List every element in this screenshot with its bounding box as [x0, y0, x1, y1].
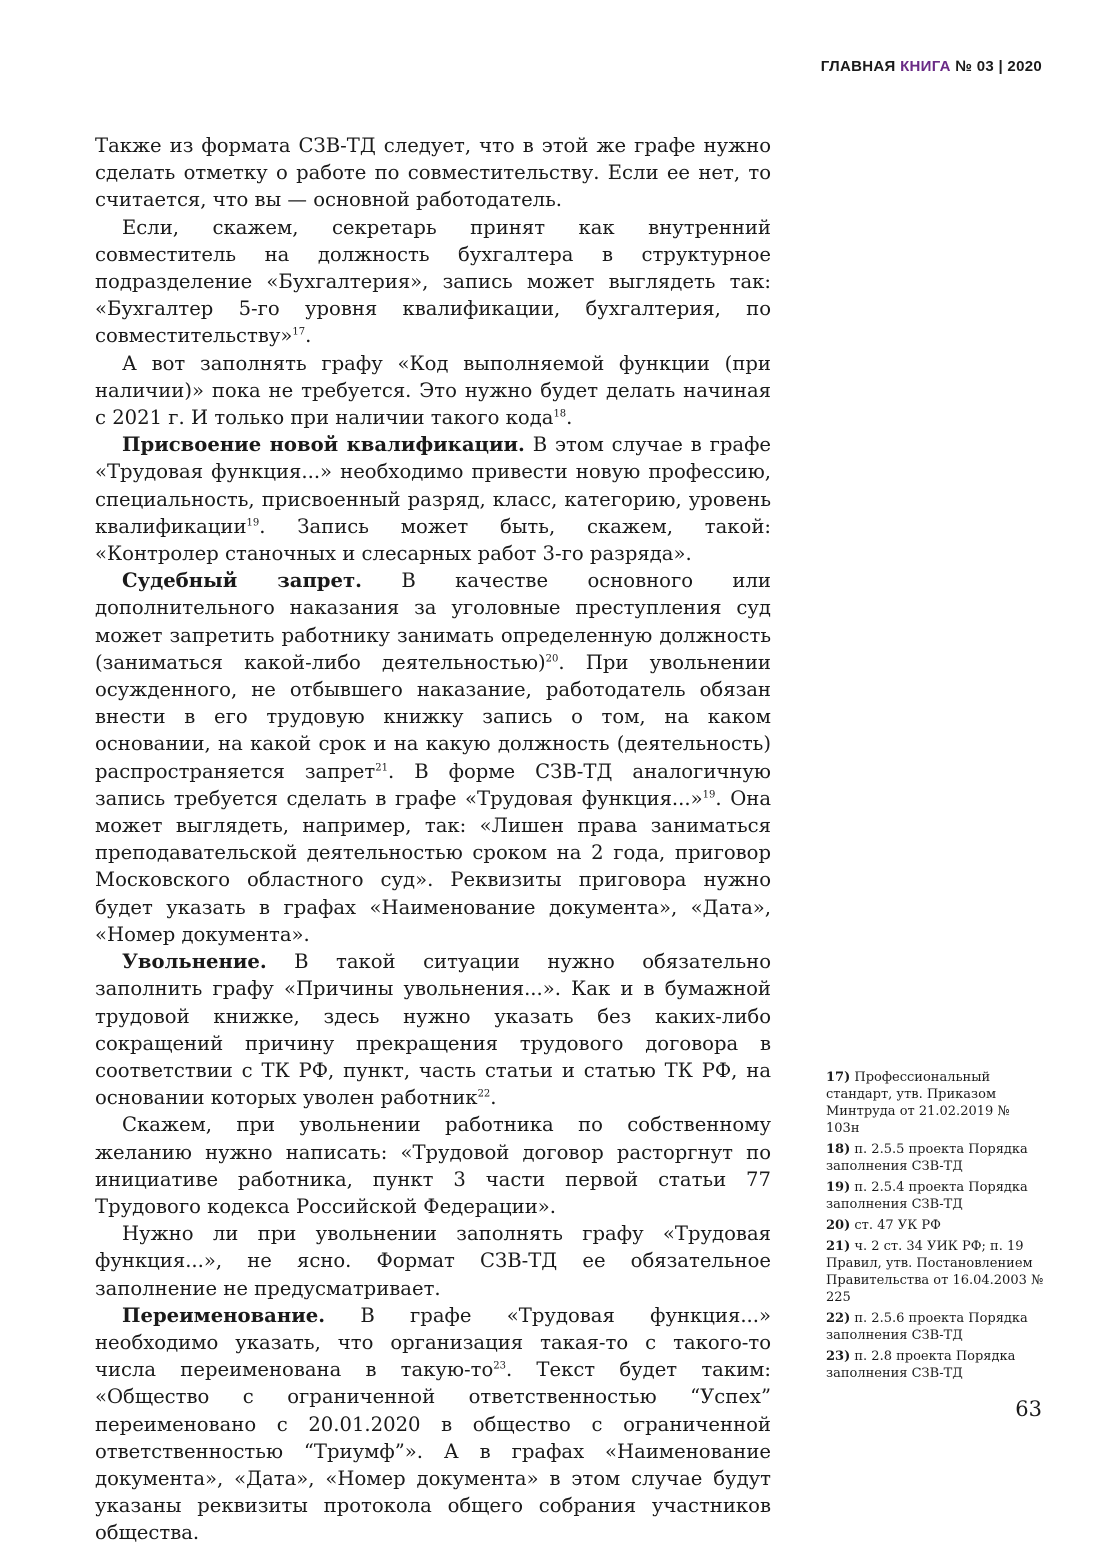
- footnote-ref: 19: [246, 517, 260, 529]
- footnote-ref: 18: [553, 408, 567, 420]
- section-lead: Увольнение.: [122, 950, 267, 974]
- footnote-ref: 23: [493, 1360, 507, 1372]
- issue-number: № 03 | 2020: [955, 58, 1042, 75]
- footnote: 20) ст. 47 УК РФ: [826, 1218, 941, 1233]
- footnote-ref: 20: [545, 653, 559, 665]
- brand-name-accent: КНИГА: [900, 58, 951, 75]
- paragraph: Нужно ли при увольнении заполнять графу «Трудовая функция...», не ясно. Формат СЗВ-ТД ее обязательное заполнение не предусматривает.: [95, 1222, 771, 1300]
- paragraph: Если, скажем, секретарь принят как внутренний совместитель на должность бухгалтера в структурное подразделение «Бухгалтерия», запись может выглядеть так: «Бухгалтер 5-го уровня квалификации, бухгалтерия, по совместительству»$^{17}$.: [95, 215, 771, 348]
- article-body: [95, 132, 771, 1547]
- footnote: 23) п. 2.8 проекта Порядка заполнения СЗВ-ТД: [826, 1349, 1016, 1381]
- paragraph: А вот заполнять графу «Код выполняемой функции (при наличии)» пока не требуется. Это нужно будет делать начиная с 2021 г. И только при наличии такого кода$^{18}$.: [95, 351, 771, 430]
- footnote: 19) п. 2.5.4 проекта Порядка заполнения СЗВ-ТД: [826, 1180, 1028, 1212]
- paragraph: Также из формата СЗВ-ТД следует, что в этой же графе нужно сделать отметку о работе по совместительству. Если ее нет, то считается, что вы — основной работодатель.: [95, 134, 771, 212]
- section-lead: Присвоение новой квалификации.: [122, 433, 525, 457]
- footnote: 17) Профессиональный стандарт, утв. Приказом Минтруда от 21.02.2019 № 103н: [826, 1070, 1010, 1136]
- footnote-ref: 21: [375, 762, 388, 774]
- footnote-ref: 17: [292, 326, 306, 338]
- brand-name: ГЛАВНАЯ: [820, 58, 896, 75]
- footnote-ref: 19: [702, 789, 716, 801]
- paragraph: Переименование. В графе «Трудовая функция...» необходимо указать, что организация такая-то с такого-то числа переименована в такую-$то^{23}$. Текст будет таким: «Общество с ограниченной ответственностью “Успех” переименовано с 20.01.2020 в общество с ограниченной ответственностью “Триумф”». А в графах «Наименование документа», «Дата», «Номер документа» в этом случае будут указаны реквизиты протокола общего собрания участников общества.: [95, 1303, 771, 1545]
- paragraph: Скажем, при увольнении работника по собственному желанию нужно написать: «Трудовой договор расторгнут по инициативе работника, пункт 3 части первой статьи 77 Трудового кодекса Российской Федерации».: [95, 1113, 771, 1218]
- paragraph: Присвоение новой квалификации. В этом случае в графе «Трудовая функция...» необходимо привести новую профессию, специальность, присвоенный разряд, класс, категорию, уровень квалификации$^{19}$. Запись может быть, скажем, такой: «Контролер станочных и слесарных работ 3-го разряда».: [95, 433, 771, 566]
- paragraph: Судебный запрет. В качестве основного или дополнительного наказания за уголовные преступления суд может запретить работнику занимать определенную должность (заниматься какой-либо деятельностью)$^{20}$. При увольнении осужденного, не отбывшего наказание, работодатель обязан внести в его трудовую книжку запись о том, на каком основании, на какой срок и на какую должность (деятельность) распространяется запрет$^{21}$. В форме СЗВ-ТД аналогичную запись требуется сделать в графе «Трудовая функция...»$^{19}$. Она может выглядеть, например, так: «Лишен права заниматься преподавательской деятельностью сроком на 2 года, приговор Московского областного суд». Реквизиты приговора нужно будет указать в графах «Наименование документа», «Дата», «Номер документа».: [95, 569, 772, 946]
- magazine-masthead: [821, 58, 1042, 75]
- section-lead: Судебный запрет.: [122, 569, 362, 593]
- footnotes-column: [826, 1069, 1046, 1386]
- section-lead: Переименование.: [122, 1303, 326, 1327]
- footnote-ref: 22: [477, 1088, 491, 1100]
- footnote: 21) ч. 2 ст. 34 УИК РФ; п. 19 Правил, утв. Постановлением Правительства от 16.04.2003 № 225: [826, 1239, 1044, 1305]
- paragraph: Увольнение. В такой ситуации нужно обязательно заполнить графу «Причины увольнения...». Как и в бумажной трудовой книжке, здесь нужно указать без каких-либо сокращений причину прекращения трудового договора в соответствии с ТК РФ, пункт, часть статьи и статью ТК РФ, на основании которых уволен работник$^{22}$.: [95, 950, 771, 1110]
- footnote: 18) п. 2.5.5 проекта Порядка заполнения СЗВ-ТД: [826, 1142, 1028, 1174]
- footnote: 22) п. 2.5.6 проекта Порядка заполнения СЗВ-ТД: [826, 1311, 1028, 1343]
- page-number: 63: [1015, 1397, 1042, 1421]
